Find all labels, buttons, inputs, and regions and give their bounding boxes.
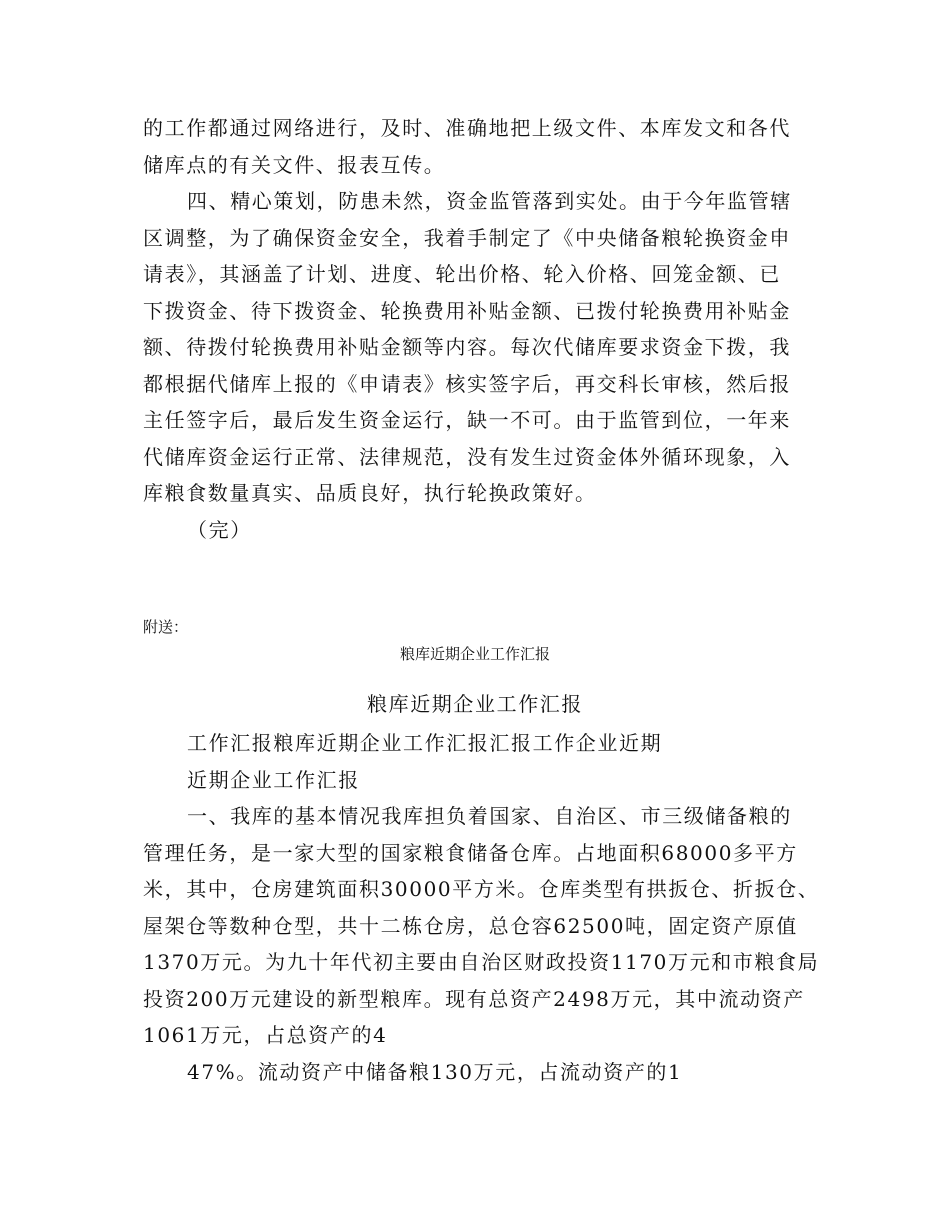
text-line: 额、待拨付轮换费用补贴金额等内容。每次代储库要求资金下拨，我 [143,335,791,359]
text-line: 主任签字后，最后发生资金运行，缺一不可。由于监管到位，一年来 [143,408,791,432]
text-line: 请表》，其涵盖了计划、进度、轮出价格、轮入价格、回笼金额、已 [143,262,781,286]
text-line: 都根据代储库上报的《申请表》核实签字后，再交科长审核，然后报 [143,371,791,396]
text-line: 1370万元。为九十年代初主要由自治区财政投资1170万元和市粮食局 [143,950,820,974]
text-line: 1061万元，占总资产的4 [143,1023,388,1047]
paragraph-four [143,183,823,512]
text-line: 代储库资金运行正常、法律规范，没有发生过资金体外循环现象，入 [143,444,791,469]
text-line: 四、精心策划，防患未然，资金监管落到实处。由于今年监管辖 [187,189,792,213]
small-title: 粮库近期企业工作汇报 [399,645,550,663]
text-line: 库粮食数量真实、品质良好，执行轮换政策好。 [143,481,597,505]
text-line: 管理任务，是一家大型的国家粮食储备仓库。占地面积68000多平方 [143,840,798,865]
text-line: 投资200万元建设的新型粮库。现有总资产2498万元，其中流动资产 [143,986,805,1011]
text-line: 下拨资金、待下拨资金、轮换费用补贴金额、已拨付轮换费用补贴金 [143,298,791,323]
text-line: 区调整，为了确保资金安全，我着手制定了《中央储备粮轮换资金申 [143,225,791,250]
end-mark-block [143,512,823,549]
attached-label: 附送： [143,618,189,636]
text-line: 的工作都通过网络进行，及时、准确地把上级文件、本库发文和各代 [143,116,791,140]
main-title: 粮库近期企业工作汇报 [367,692,583,716]
text-line: 储库点的有关文件、报表互传。 [143,152,446,177]
paragraph-one [143,798,823,1054]
last-line-block [143,1054,823,1091]
text-line: 47%。流动资产中储备粮130万元，占流动资产的1 [187,1060,683,1084]
top-paragraph [143,110,823,183]
subtitle-line: 工作汇报粮库近期企业工作汇报汇报工作企业近期 [187,731,663,755]
text-line: 屋架仓等数种仓型，共十二栋仓房，总仓容62500吨，固定资产原值 [143,913,798,938]
subtitle-line: 近期企业工作汇报 [187,767,360,792]
text-line: 一、我库的基本情况我库担负着国家、自治区、市三级储备粮的 [187,804,792,828]
end-mark: （完） [187,518,252,542]
subtitle-lines [143,725,823,798]
text-line: 米，其中，仓房建筑面积30000平方米。仓库类型有拱扳仓、折扳仓、 [143,877,820,901]
